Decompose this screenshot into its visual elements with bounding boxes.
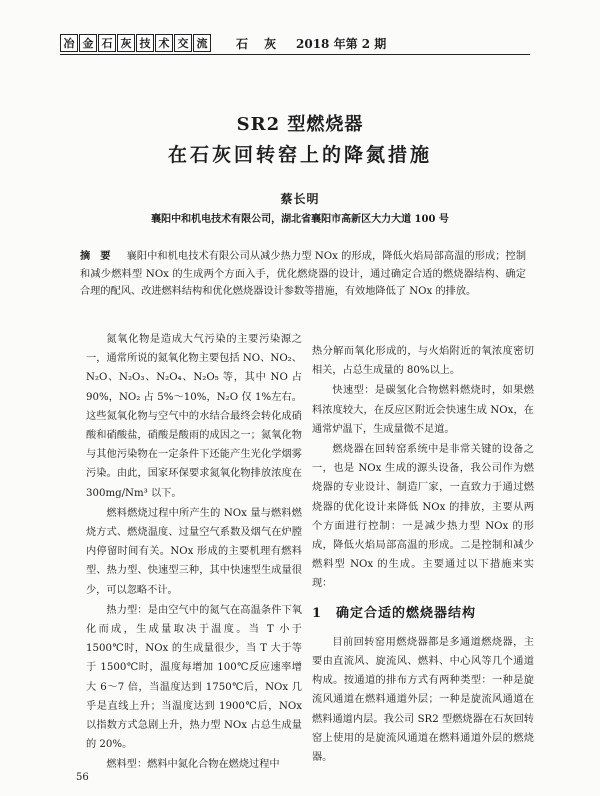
body-paragraph: 燃料型：燃料中氮化合物在燃烧过程中 <box>106 759 280 771</box>
logo-char: 石 <box>98 34 116 52</box>
abstract <box>80 248 526 301</box>
page-header <box>60 34 530 58</box>
abstract-text: 襄阳中和机电技术有限公司从减少热力型 NOx 的形成，降低火焰局部高温的形成；控制和减少燃料型 NOx 的生成两个方面入手，优化燃烧器的设计，通过确定合适的燃烧器结构、确定合理的配风、改进燃料结构和优化燃烧器设计参数等措施，有效地降低了 NOx 的排放。 <box>80 251 527 297</box>
logo-char: 术 <box>155 34 173 52</box>
section-title: 确定合适的燃烧器结构 <box>336 605 477 621</box>
section-heading <box>312 604 534 623</box>
left-column <box>86 330 302 776</box>
right-column <box>312 342 534 768</box>
header-divider <box>60 54 530 55</box>
abstract-label: 摘要 <box>80 250 121 262</box>
body-paragraph: 氮氧化物是造成大气污染的主要污染源之一，通常所说的氮氧化物主要包括 NO、NO₂、N₂O、N₂O₃、N₂O₄、N₂O₅ 等，其中 NO 占 90%，NO₂ 占 5%～10%，N₂O 仅 1%左右。这些氮氧化物与空气中的水结合最终会转化成硝酸和硝酸盐，硝酸是酸雨的成因之一；氮氧化物与其他污染物在一定条件下还能产生光化学烟雾污染。由此，国家环保要求氮氧化物排放浓度在 300mg/Nm³ 以下。 <box>86 334 302 499</box>
journal-logo <box>60 34 212 52</box>
body-paragraph-continued: 热分解而氧化形成的，与火焰附近的氧浓度密切相关，占总生成量的 80%以上。 <box>312 346 534 377</box>
page-number: 56 <box>76 772 89 783</box>
section-number: 1 <box>312 605 323 621</box>
article-title-line-2: 在石灰回转窑上的降氮措施 <box>167 144 432 166</box>
logo-char: 流 <box>193 34 211 52</box>
logo-char: 冶 <box>60 34 78 52</box>
body-paragraph: 目前回转窑用燃烧器都是多通道燃烧器，主要由直流风、旋流风、燃料、中心风等几个通道构成。按通道的排布方式有两种类型：一种是旋流风通道在燃料通道外层；一种是旋流风通道在燃料通道内层。我公司 SR2 型燃烧器在石灰回转窑上使用的是旋流风通道在燃料通道外层的燃烧器。 <box>312 636 534 764</box>
body-paragraph: 燃烧器在回转窑系统中是非常关键的设备之一，也是 NOx 生成的源头设备，我公司作为燃烧器的专业设计、制造厂家，一直致力于通过燃烧器的优化设计来降低 NOx 的排放，主要从两个方面进行控制：一是减少热力型 NOx 的形成，降低火焰局部高温的形成。二是控制和减少燃料型 NOx 的生成。主要通过以下措施来实现： <box>312 444 534 590</box>
author-affiliation: 襄阳中和机电技术有限公司，湖北省襄阳市高新区大力大道 100 号 <box>151 214 449 225</box>
logo-char: 交 <box>174 34 192 52</box>
logo-char: 金 <box>79 34 97 52</box>
author-name: 蔡长明 <box>280 192 320 206</box>
body-paragraph: 热力型：是由空气中的氮气在高温条件下氧化而成，生成量取决于温度。当 T 小于 1500℃时，NOx 的生成量很少，当 T 大于等于 1500℃时，温度每增加 100℃反应速率增大 6～7 倍，当温度达到 1750℃后，NOx 几乎是直线上升；当温度达到 1900℃后，NOx 以指数方式急剧上升，热力型 NOx 占总生成量的 20%。 <box>86 604 302 751</box>
body-paragraph: 快速型：是碳氢化合物燃料燃烧时，如果燃料浓度较大，在反应区附近会快速生成 NOx，在通常炉温下，生成量微不足道。 <box>312 385 534 435</box>
logo-char: 灰 <box>117 34 135 52</box>
logo-char: 技 <box>136 34 154 52</box>
body-paragraph: 燃料燃烧过程中所产生的 NOx 量与燃料燃烧方式、燃烧温度、过量空气系数及烟气在炉膛内停留时间有关。NOx 形成的主要机理有燃料型、热力型、快速型三种，其中快速型生成量很少，可以忽略不计。 <box>86 507 302 596</box>
issue-info: 2018 年第 2 期 <box>296 37 387 51</box>
article-title-line-1: SR2 型燃烧器 <box>236 114 364 135</box>
journal-name: 石 灰 <box>236 37 283 51</box>
